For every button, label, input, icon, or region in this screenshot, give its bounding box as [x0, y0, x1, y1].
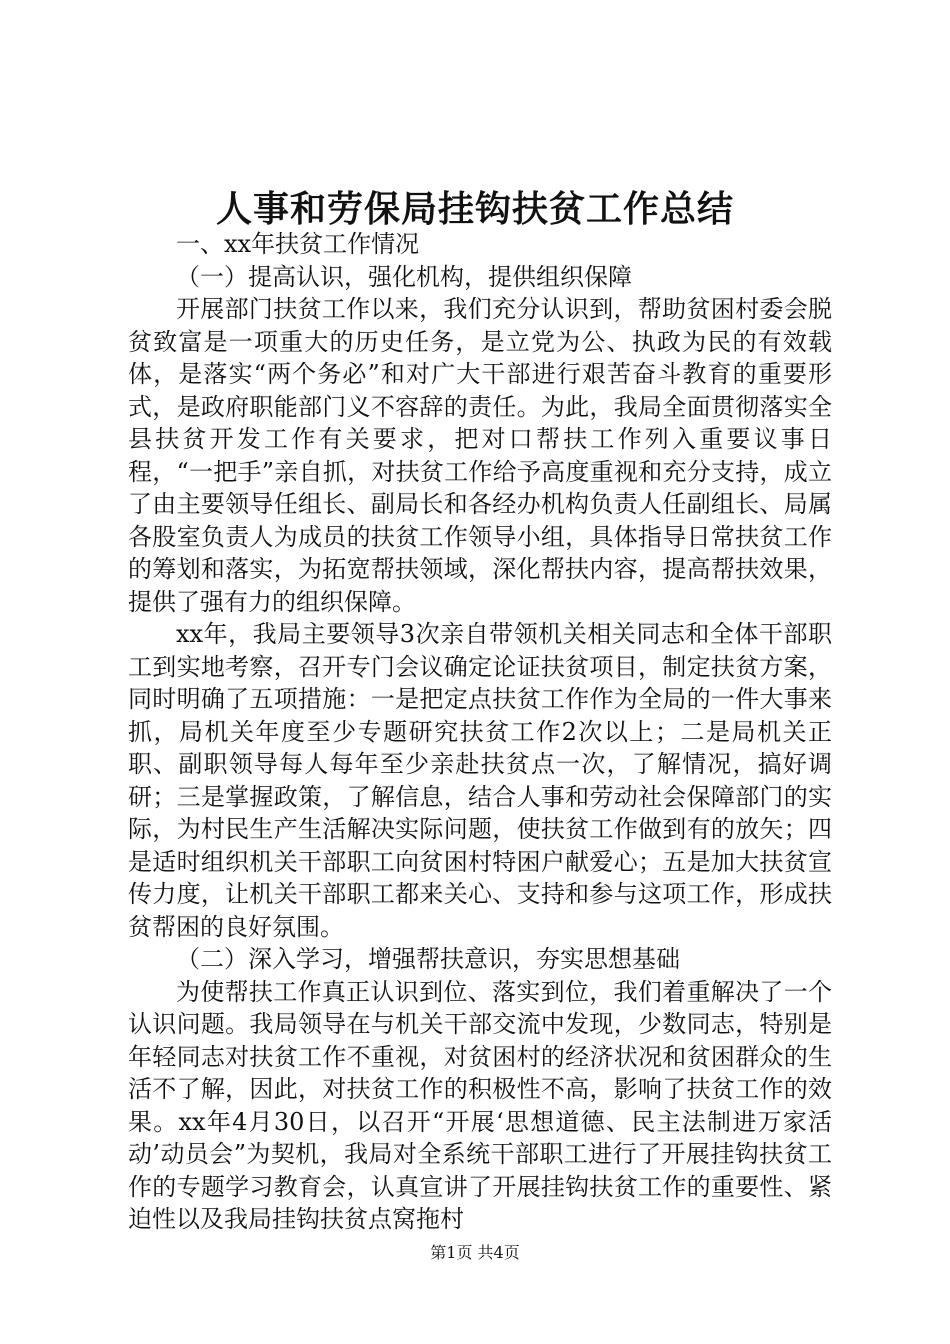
subsection-heading: （二）深入学习，增强帮扶意识，夯实思想基础 [176, 945, 680, 973]
body-paragraph: xx年，我局主要领导3次亲自带领机关相关同志和全体干部职工到实地考察，召开专门会议确定论证扶贫项目，制定扶贫方案，同时明确了五项措施：一是把定点扶贫工作作为全局的一件大事来抓，局机关年度至少专题研究扶贫工作2次以上；二是局机关正职、副职领导每人每年至少亲赴扶贫点一次，了解情况，搞好调研；三是掌握政策，了解信息，结合人事和劳动社会保障部门的实际，为村民生产生活解决实际问题，使扶贫工作做到有的放矢；四是适时组织机关干部职工向贫困村特困户献爱心；五是加大扶贫宣传力度，让机关干部职工都来关心、支持和参与这项工作，形成扶贫帮困的良好氛围。 [128, 620, 832, 941]
page-footer: 第1页 共4页 [430, 1243, 520, 1262]
document-body [128, 228, 832, 1236]
document-title: 人事和劳保局挂钩扶贫工作总结 [215, 188, 734, 230]
body-paragraph: 开展部门扶贫工作以来，我们充分认识到，帮助贫困村委会脱贫致富是一项重大的历史任务，是立党为公、执政为民的有效载体，是落实“两个务必”和对广大干部进行艰苦奋斗教育的重要形式，是政府职能部门义不容辞的责任。为此，我局全面贯彻落实全县扶贫开发工作有关要求，把对口帮扶工作列入重要议事日程，“一把手”亲自抓，对扶贫工作给予高度重视和充分支持，成立了由主要领导任组长、副局长和各经办机构负责人任副组长、局属各股室负责人为成员的扶贫工作领导小组，具体指导日常扶贫工作的筹划和落实，为拓宽帮扶领域，深化帮扶内容，提高帮扶效果，提供了强有力的组织保障。 [128, 295, 832, 616]
section-heading: 一、xx年扶贫工作情况 [176, 230, 420, 258]
body-paragraph: 为使帮扶工作真正认识到位、落实到位，我们着重解决了一个认识问题。我局领导在与机关干部交流中发现，少数同志，特别是年轻同志对扶贫工作不重视，对贫困村的经济状况和贫困群众的生活不了解，因此，对扶贫工作的积极性不高，影响了扶贫工作的效果。xx年4月30日，以召开“开展‘思想道德、民主法制进万家活动’动员会”为契机，我局对全系统干部职工进行了开展挂钩扶贫工作的专题学习教育会，认真宣讲了开展挂钩扶贫工作的重要性、紧迫性以及我局挂钩扶贫点窝拖村 [128, 977, 832, 1233]
subsection-heading: （一）提高认识，强化机构，提供组织保障 [176, 262, 632, 291]
